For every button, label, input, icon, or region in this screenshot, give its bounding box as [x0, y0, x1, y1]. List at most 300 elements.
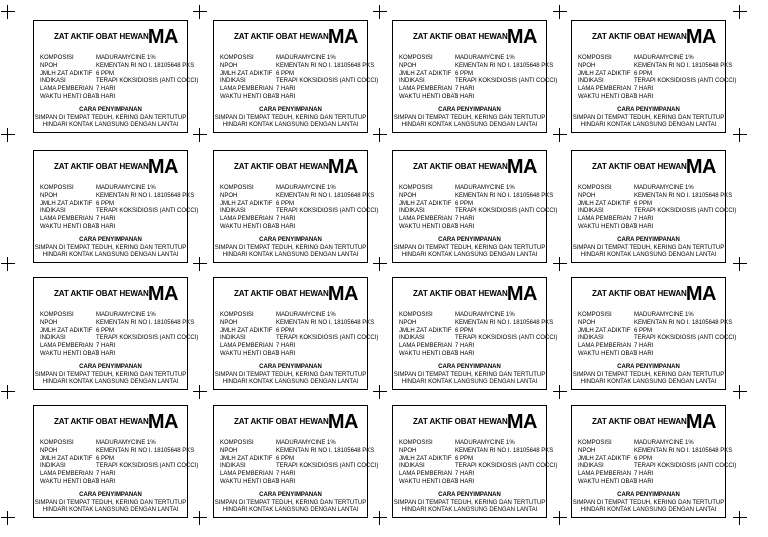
crop-mark: [733, 257, 747, 271]
field-row: [578, 328, 723, 336]
field-key: KOMPOSISI: [578, 185, 612, 191]
field-key: WAKTU HENTI OBAT: [40, 350, 99, 357]
field-row: [578, 335, 737, 343]
storage-heading: CARA PENYIMPANAN: [617, 492, 680, 498]
storage-line: HINDARI KONTAK LANGSUNG DENGAN LANTAI: [42, 379, 179, 386]
field-value: 7 HARI: [455, 471, 475, 478]
field-key: JMLH ZAT ADIKTIF: [578, 327, 631, 334]
crop-mark: [193, 5, 207, 19]
label-title: ZAT AKTIF OBAT HEWAN: [592, 417, 687, 426]
field-row: [40, 335, 199, 343]
field-value: TERAPI KOKSIDIOSIS (ANTI COCCI): [634, 78, 737, 85]
field-key: JMLH ZAT ADIKTIF: [220, 200, 273, 207]
storage-instructions: [393, 492, 546, 515]
field-row: [40, 192, 195, 201]
field-key: INDIKASI: [40, 335, 66, 342]
field-value: MADURAMYCINE 1%: [634, 440, 694, 446]
field-value: MADURAMYCINE 1%: [96, 440, 156, 446]
label-fields: [40, 185, 199, 232]
field-value: 3 HARI: [96, 478, 116, 485]
field-row: [578, 447, 733, 456]
field-key: WAKTU HENTI OBAT: [40, 478, 99, 485]
field-row: [220, 471, 365, 479]
field-row: [40, 447, 195, 456]
storage-line: SIMPAN DI TEMPAT TEDUH, KERING DAN TERTUTUP: [393, 244, 546, 251]
field-row: [220, 351, 365, 359]
medicine-label: [213, 20, 379, 133]
field-value: 7 HARI: [96, 86, 116, 93]
storage-heading: CARA PENYIMPANAN: [79, 237, 142, 243]
storage-heading: CARA PENYIMPANAN: [438, 237, 501, 243]
field-value: 6 PPM: [455, 70, 474, 77]
crop-mark: [1, 128, 15, 142]
crop-mark-horizontal: [733, 11, 747, 12]
field-row: [220, 479, 365, 487]
storage-heading: CARA PENYIMPANAN: [617, 364, 680, 370]
field-key: WAKTU HENTI OBAT: [578, 93, 637, 100]
label-fields: [220, 185, 379, 232]
label-title: ZAT AKTIF OBAT HEWAN: [592, 289, 687, 298]
storage-instructions: [572, 107, 725, 130]
label-fields: [578, 440, 737, 487]
field-row: [399, 471, 544, 479]
field-row: [399, 94, 544, 102]
storage-line: SIMPAN DI TEMPAT TEDUH, KERING DAN TERTUTUP: [214, 499, 367, 506]
storage-line: SIMPAN DI TEMPAT TEDUH, KERING DAN TERTUTUP: [34, 499, 187, 506]
storage-line: HINDARI KONTAK LANGSUNG DENGAN LANTAI: [401, 252, 538, 259]
field-row: [40, 479, 185, 487]
field-row: [399, 343, 544, 351]
field-key: JMLH ZAT ADIKTIF: [399, 455, 452, 462]
crop-mark-vertical: [379, 257, 380, 271]
field-row: [220, 328, 365, 336]
medicine-label: [33, 20, 199, 133]
storage-line: HINDARI KONTAK LANGSUNG DENGAN LANTAI: [580, 507, 717, 514]
field-row: [578, 71, 723, 79]
crop-mark-vertical: [379, 5, 380, 19]
storage-line: SIMPAN DI TEMPAT TEDUH, KERING DAN TERTUTUP: [572, 114, 725, 121]
field-value: 3 HARI: [455, 223, 475, 230]
field-key: NPOH: [399, 192, 417, 199]
field-value: 6 PPM: [634, 70, 653, 77]
crop-mark-horizontal: [1, 517, 15, 518]
field-key: LAMA PEMBERIAN: [399, 86, 453, 93]
label-code: MA: [147, 156, 178, 178]
field-row: [40, 343, 185, 351]
field-row: [40, 328, 185, 336]
storage-heading: CARA PENYIMPANAN: [79, 492, 142, 498]
field-value: 3 HARI: [276, 223, 296, 230]
field-value: TERAPI KOKSIDIOSIS (ANTI COCCI): [276, 335, 379, 342]
storage-instructions: [393, 237, 546, 260]
crop-mark-vertical: [379, 511, 380, 525]
field-key: WAKTU HENTI OBAT: [220, 478, 279, 485]
field-row: [578, 62, 733, 71]
crop-mark: [553, 511, 567, 525]
field-key: KOMPOSISI: [40, 440, 74, 446]
field-value: TERAPI KOKSIDIOSIS (ANTI COCCI): [634, 335, 737, 342]
field-key: INDIKASI: [578, 208, 604, 215]
field-value: MADURAMYCINE 1%: [455, 185, 515, 191]
medicine-label: [392, 405, 558, 518]
field-row: [40, 62, 195, 71]
field-value: KEMENTAN RI NO I. 18105648 PKS: [96, 319, 195, 326]
field-key: NPOH: [220, 319, 238, 326]
field-value: TERAPI KOKSIDIOSIS (ANTI COCCI): [455, 78, 558, 85]
crop-mark: [733, 511, 747, 525]
crop-mark-vertical: [739, 511, 740, 525]
crop-mark-horizontal: [733, 263, 747, 264]
field-key: LAMA PEMBERIAN: [220, 471, 274, 478]
field-key: KOMPOSISI: [220, 440, 254, 446]
field-row: [40, 471, 185, 479]
field-row: [40, 463, 199, 471]
field-key: LAMA PEMBERIAN: [220, 86, 274, 93]
storage-heading: CARA PENYIMPANAN: [259, 237, 322, 243]
field-value: 7 HARI: [634, 216, 654, 223]
field-row: [40, 94, 185, 102]
field-key: WAKTU HENTI OBAT: [40, 93, 99, 100]
field-value: MADURAMYCINE 1%: [96, 312, 156, 318]
crop-mark: [553, 257, 567, 271]
crop-mark-vertical: [199, 385, 200, 399]
field-row: [399, 86, 544, 94]
field-value: 3 HARI: [634, 478, 654, 485]
label-code: MA: [506, 26, 537, 48]
field-row: [220, 201, 365, 209]
field-key: KOMPOSISI: [578, 440, 612, 446]
label-code: MA: [685, 283, 716, 305]
crop-mark-horizontal: [373, 11, 387, 12]
field-row: [578, 94, 723, 102]
field-key: KOMPOSISI: [40, 312, 74, 318]
crop-mark-horizontal: [373, 134, 387, 135]
field-row: [578, 440, 723, 448]
field-key: JMLH ZAT ADIKTIF: [40, 455, 93, 462]
field-value: TERAPI KOKSIDIOSIS (ANTI COCCI): [634, 208, 737, 215]
field-value: 7 HARI: [96, 471, 116, 478]
field-row: [399, 463, 558, 471]
field-row: [220, 456, 365, 464]
field-key: NPOH: [220, 192, 238, 199]
field-value: 7 HARI: [455, 216, 475, 223]
medicine-label: [392, 20, 558, 133]
field-key: INDIKASI: [40, 463, 66, 470]
field-value: 6 PPM: [276, 327, 295, 334]
field-row: [578, 192, 733, 201]
field-key: KOMPOSISI: [578, 312, 612, 318]
field-key: LAMA PEMBERIAN: [578, 216, 632, 223]
crop-mark-horizontal: [193, 517, 207, 518]
field-key: INDIKASI: [220, 463, 246, 470]
field-row: [220, 86, 365, 94]
field-key: INDIKASI: [220, 78, 246, 85]
field-value: KEMENTAN RI NO I. 18105648 PKS: [276, 62, 375, 69]
crop-mark-horizontal: [553, 263, 567, 264]
field-row: [40, 440, 185, 448]
storage-line: SIMPAN DI TEMPAT TEDUH, KERING DAN TERTUTUP: [34, 244, 187, 251]
storage-instructions: [393, 107, 546, 130]
field-row: [399, 71, 544, 79]
label-fields: [399, 55, 558, 102]
field-row: [40, 185, 185, 193]
field-row: [399, 479, 544, 487]
field-row: [578, 55, 723, 63]
label-code: MA: [685, 156, 716, 178]
field-row: [399, 192, 554, 201]
field-value: 7 HARI: [276, 86, 296, 93]
field-value: MADURAMYCINE 1%: [634, 55, 694, 61]
field-value: MADURAMYCINE 1%: [455, 55, 515, 61]
field-key: NPOH: [399, 447, 417, 454]
crop-mark-vertical: [7, 128, 8, 142]
crop-mark-vertical: [7, 511, 8, 525]
field-key: KOMPOSISI: [220, 55, 254, 61]
field-value: KEMENTAN RI NO I. 18105648 PKS: [276, 319, 375, 326]
field-value: KEMENTAN RI NO I. 18105648 PKS: [455, 192, 554, 199]
field-value: 6 PPM: [276, 455, 295, 462]
field-value: 3 HARI: [634, 223, 654, 230]
storage-line: SIMPAN DI TEMPAT TEDUH, KERING DAN TERTUTUP: [34, 114, 187, 121]
storage-instructions: [214, 107, 367, 130]
field-value: KEMENTAN RI NO I. 18105648 PKS: [455, 62, 554, 69]
field-row: [40, 456, 185, 464]
field-row: [40, 208, 199, 216]
crop-mark-vertical: [199, 511, 200, 525]
field-value: 3 HARI: [276, 93, 296, 100]
crop-mark-horizontal: [1, 391, 15, 392]
crop-mark-vertical: [559, 511, 560, 525]
field-row: [220, 216, 365, 224]
crop-mark-horizontal: [1, 263, 15, 264]
storage-instructions: [572, 492, 725, 515]
field-key: JMLH ZAT ADIKTIF: [220, 327, 273, 334]
field-row: [220, 208, 379, 216]
field-value: MADURAMYCINE 1%: [455, 312, 515, 318]
field-key: JMLH ZAT ADIKTIF: [399, 70, 452, 77]
field-row: [399, 351, 544, 359]
label-code: MA: [685, 411, 716, 433]
field-key: LAMA PEMBERIAN: [399, 216, 453, 223]
field-key: JMLH ZAT ADIKTIF: [578, 200, 631, 207]
field-row: [220, 185, 365, 193]
field-value: TERAPI KOKSIDIOSIS (ANTI COCCI): [455, 335, 558, 342]
crop-mark-horizontal: [373, 391, 387, 392]
medicine-label: [213, 150, 379, 263]
crop-mark-vertical: [199, 128, 200, 142]
field-value: KEMENTAN RI NO I. 18105648 PKS: [96, 447, 195, 454]
storage-line: HINDARI KONTAK LANGSUNG DENGAN LANTAI: [222, 252, 359, 259]
field-row: [578, 86, 723, 94]
storage-heading: CARA PENYIMPANAN: [259, 492, 322, 498]
crop-mark: [733, 385, 747, 399]
field-key: JMLH ZAT ADIKTIF: [399, 200, 452, 207]
field-row: [220, 224, 365, 232]
crop-mark-horizontal: [553, 517, 567, 518]
field-key: WAKTU HENTI OBAT: [399, 223, 458, 230]
field-row: [578, 78, 737, 86]
crop-mark-horizontal: [733, 517, 747, 518]
label-code: MA: [327, 156, 358, 178]
field-value: 3 HARI: [96, 223, 116, 230]
field-row: [220, 94, 365, 102]
field-row: [578, 312, 723, 320]
field-key: WAKTU HENTI OBAT: [578, 223, 637, 230]
crop-mark-vertical: [559, 385, 560, 399]
storage-instructions: [34, 492, 187, 515]
field-key: NPOH: [40, 447, 58, 454]
crop-mark-horizontal: [1, 11, 15, 12]
crop-mark: [193, 128, 207, 142]
crop-mark: [373, 5, 387, 19]
storage-line: HINDARI KONTAK LANGSUNG DENGAN LANTAI: [42, 507, 179, 514]
storage-instructions: [34, 107, 187, 130]
field-key: LAMA PEMBERIAN: [40, 86, 94, 93]
label-title: ZAT AKTIF OBAT HEWAN: [413, 289, 508, 298]
field-row: [220, 463, 379, 471]
field-value: 7 HARI: [276, 216, 296, 223]
field-value: KEMENTAN RI NO I. 18105648 PKS: [276, 192, 375, 199]
field-value: 6 PPM: [276, 70, 295, 77]
medicine-label: [392, 150, 558, 263]
field-value: TERAPI KOKSIDIOSIS (ANTI COCCI): [634, 463, 737, 470]
crop-mark: [553, 385, 567, 399]
field-row: [220, 343, 365, 351]
field-value: 6 PPM: [96, 327, 115, 334]
field-value: KEMENTAN RI NO I. 18105648 PKS: [455, 447, 554, 454]
crop-mark: [193, 257, 207, 271]
field-value: 7 HARI: [634, 471, 654, 478]
storage-instructions: [34, 237, 187, 260]
storage-line: HINDARI KONTAK LANGSUNG DENGAN LANTAI: [222, 122, 359, 129]
field-key: LAMA PEMBERIAN: [40, 343, 94, 350]
field-value: 6 PPM: [96, 455, 115, 462]
label-fields: [40, 55, 199, 102]
field-value: MADURAMYCINE 1%: [634, 185, 694, 191]
field-value: MADURAMYCINE 1%: [276, 312, 336, 318]
field-key: KOMPOSISI: [399, 55, 433, 61]
field-row: [220, 319, 375, 328]
label-code: MA: [147, 411, 178, 433]
field-value: 3 HARI: [455, 93, 475, 100]
crop-mark-horizontal: [1, 134, 15, 135]
storage-heading: CARA PENYIMPANAN: [438, 492, 501, 498]
medicine-label: [571, 277, 737, 390]
storage-instructions: [393, 364, 546, 387]
field-row: [578, 224, 723, 232]
field-key: INDIKASI: [399, 208, 425, 215]
field-key: KOMPOSISI: [220, 185, 254, 191]
field-key: JMLH ZAT ADIKTIF: [578, 455, 631, 462]
field-key: WAKTU HENTI OBAT: [40, 223, 99, 230]
label-fields: [40, 440, 199, 487]
field-value: 6 PPM: [634, 455, 653, 462]
label-title: ZAT AKTIF OBAT HEWAN: [54, 289, 149, 298]
storage-heading: CARA PENYIMPANAN: [438, 364, 501, 370]
field-value: 3 HARI: [455, 478, 475, 485]
storage-line: HINDARI KONTAK LANGSUNG DENGAN LANTAI: [580, 252, 717, 259]
field-row: [578, 216, 723, 224]
field-key: INDIKASI: [40, 78, 66, 85]
medicine-label: [213, 405, 379, 518]
field-key: WAKTU HENTI OBAT: [220, 93, 279, 100]
label-fields: [578, 55, 737, 102]
crop-mark: [193, 385, 207, 399]
crop-mark-vertical: [7, 5, 8, 19]
storage-line: HINDARI KONTAK LANGSUNG DENGAN LANTAI: [401, 379, 538, 386]
field-row: [399, 319, 554, 328]
label-title: ZAT AKTIF OBAT HEWAN: [54, 32, 149, 41]
label-code: MA: [327, 411, 358, 433]
crop-mark: [1, 385, 15, 399]
field-value: KEMENTAN RI NO I. 18105648 PKS: [96, 62, 195, 69]
field-row: [399, 208, 558, 216]
label-title: ZAT AKTIF OBAT HEWAN: [592, 162, 687, 171]
crop-mark-horizontal: [733, 391, 747, 392]
label-fields: [399, 312, 558, 359]
field-key: JMLH ZAT ADIKTIF: [40, 70, 93, 77]
medicine-label: [571, 150, 737, 263]
field-key: NPOH: [578, 319, 596, 326]
label-title: ZAT AKTIF OBAT HEWAN: [234, 417, 329, 426]
field-key: INDIKASI: [578, 335, 604, 342]
field-key: WAKTU HENTI OBAT: [220, 223, 279, 230]
crop-mark: [553, 128, 567, 142]
field-value: TERAPI KOKSIDIOSIS (ANTI COCCI): [96, 335, 199, 342]
label-code: MA: [685, 26, 716, 48]
field-row: [40, 55, 185, 63]
storage-heading: CARA PENYIMPANAN: [259, 364, 322, 370]
field-row: [40, 71, 185, 79]
field-value: 7 HARI: [634, 343, 654, 350]
medicine-label: [33, 405, 199, 518]
field-key: LAMA PEMBERIAN: [578, 343, 632, 350]
storage-line: HINDARI KONTAK LANGSUNG DENGAN LANTAI: [222, 507, 359, 514]
field-key: WAKTU HENTI OBAT: [578, 350, 637, 357]
storage-line: SIMPAN DI TEMPAT TEDUH, KERING DAN TERTUTUP: [572, 244, 725, 251]
field-row: [578, 471, 723, 479]
storage-line: SIMPAN DI TEMPAT TEDUH, KERING DAN TERTUTUP: [393, 499, 546, 506]
field-value: TERAPI KOKSIDIOSIS (ANTI COCCI): [276, 463, 379, 470]
crop-mark: [553, 5, 567, 19]
field-row: [578, 479, 723, 487]
crop-mark-vertical: [739, 257, 740, 271]
crop-mark-horizontal: [193, 11, 207, 12]
field-row: [220, 447, 375, 456]
field-key: WAKTU HENTI OBAT: [399, 478, 458, 485]
field-value: 7 HARI: [96, 343, 116, 350]
field-row: [399, 62, 554, 71]
field-row: [220, 440, 365, 448]
label-fields: [399, 185, 558, 232]
field-value: TERAPI KOKSIDIOSIS (ANTI COCCI): [276, 78, 379, 85]
storage-line: HINDARI KONTAK LANGSUNG DENGAN LANTAI: [222, 379, 359, 386]
label-fields: [578, 312, 737, 359]
field-row: [220, 71, 365, 79]
label-title: ZAT AKTIF OBAT HEWAN: [234, 289, 329, 298]
label-fields: [220, 440, 379, 487]
crop-mark-horizontal: [553, 134, 567, 135]
field-value: 7 HARI: [455, 86, 475, 93]
storage-line: SIMPAN DI TEMPAT TEDUH, KERING DAN TERTUTUP: [393, 371, 546, 378]
label-code: MA: [147, 283, 178, 305]
field-value: 7 HARI: [96, 216, 116, 223]
label-code: MA: [147, 26, 178, 48]
field-key: KOMPOSISI: [578, 55, 612, 61]
crop-mark-vertical: [559, 5, 560, 19]
field-key: WAKTU HENTI OBAT: [578, 478, 637, 485]
field-key: WAKTU HENTI OBAT: [399, 350, 458, 357]
